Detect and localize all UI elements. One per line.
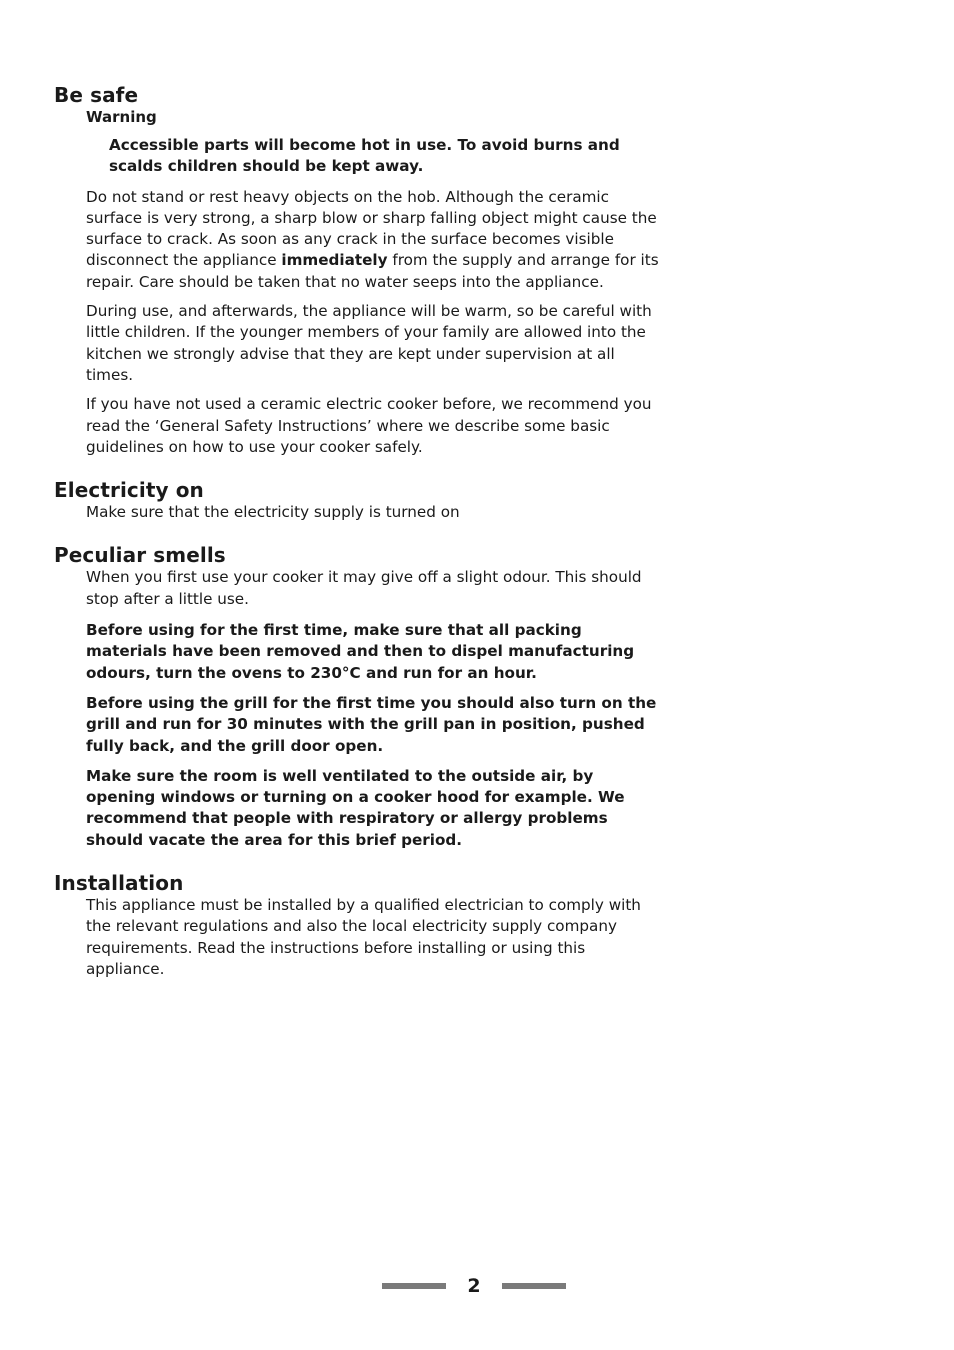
paragraph — [86, 187, 666, 293]
section-body — [86, 895, 666, 980]
paragraph: During use, and afterwards, the appliance will be warm, so be careful with little children. If the younger members of your family are allowed into the kitchen we strongly advise that they are kept under supervision at all times. — [86, 302, 652, 384]
section-title: Be safe — [54, 83, 139, 107]
paragraph: If you have not used a ceramic electric cooker before, we recommend you read the ‘General Safety Instructions’ where we describe some basic guidelines on how to use your cooker safely. — [86, 395, 652, 456]
section-peculiar-smells — [54, 543, 674, 851]
warning-label: Warning — [86, 108, 157, 126]
page-footer — [382, 1273, 566, 1299]
section-body — [86, 502, 666, 523]
footer-bar-right — [502, 1283, 566, 1289]
warning-text: Accessible parts will become hot in use. To avoid burns and scalds children should be kept away. — [109, 136, 620, 176]
section-electricity-on — [54, 478, 674, 523]
section-be-safe — [54, 83, 674, 458]
section-body — [86, 567, 666, 851]
emphasis-text: immediately — [281, 251, 388, 270]
paragraph-text: Do not stand or rest heavy objects on the hob. Although the ceramic surface is very strong, a sharp blow or sharp falling object might cause the surface to crack. As soon as any crack in the surface becomes visible disconnect the appliance — [86, 187, 657, 270]
page-number: 2 — [467, 1275, 481, 1297]
section-title: Peculiar smells — [54, 543, 226, 568]
section-installation — [54, 871, 674, 980]
paragraph: Make sure that the electricity supply is turned on — [86, 503, 460, 522]
paragraph: When you first use your cooker it may give off a slight odour. This should stop after a little use. — [86, 568, 642, 608]
footer-bar-left — [382, 1283, 446, 1289]
bold-paragraph: Before using for the first time, make sure that all packing materials have been removed and then to dispel manufacturing odours, turn the ovens to 230°C and run for an hour. — [86, 621, 635, 682]
bold-paragraph: Before using the grill for the first time you should also turn on the grill and run for 30 minutes with the grill pan in position, pushed fully back, and the grill door open. — [86, 693, 657, 755]
section-body — [86, 107, 666, 458]
page-content — [54, 83, 674, 1000]
paragraph: This appliance must be installed by a qualified electrician to comply with the relevant regulations and also the local electricity supply company requirements. Read the instructions before installing or using this appliance. — [86, 896, 641, 978]
bold-paragraph: Make sure the room is well ventilated to the outside air, by opening windows or turning on a cooker hood for example. We recommend that people with respiratory or allergy problems should vacate the area for this brief period. — [86, 766, 625, 849]
paragraph-text: from the supply and arrange for its repair. Care should be taken that no water seeps into the appliance. — [86, 251, 659, 291]
section-title: Electricity on — [54, 478, 204, 503]
section-title: Installation — [54, 871, 184, 896]
